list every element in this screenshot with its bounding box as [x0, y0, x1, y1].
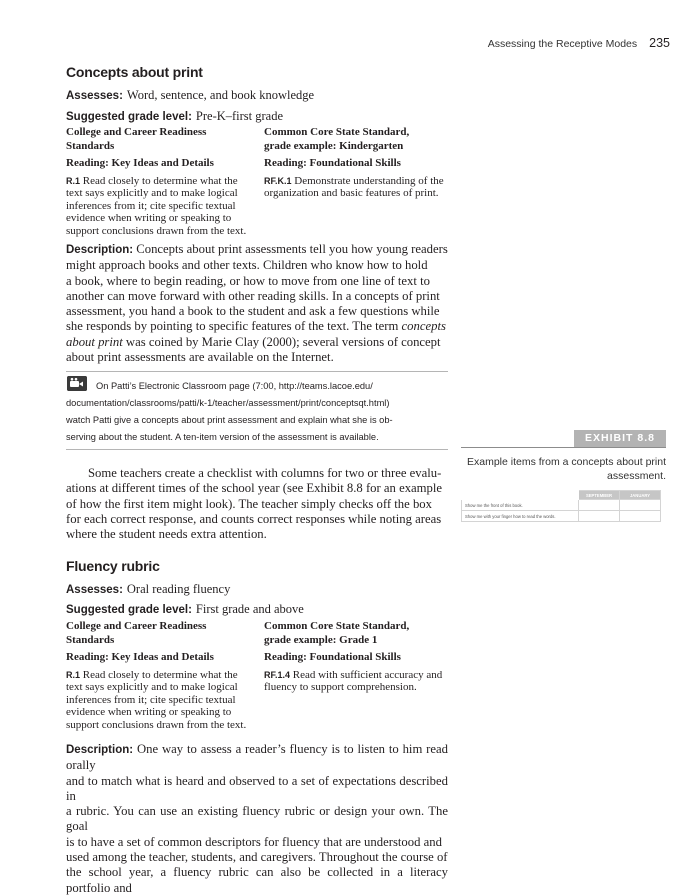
- note-top-rule: [66, 371, 448, 372]
- exhibit-tag: EXHIBIT 8.8: [574, 430, 666, 447]
- standard-line: organization and basic features of print.: [264, 187, 439, 199]
- description-line: about print assessments are available on the Internet.: [66, 350, 334, 365]
- exhibit-col-header: JANUARY: [620, 491, 661, 500]
- standard-subheading: Reading: Key Ideas and Details: [66, 157, 214, 169]
- standard-heading: Standards: [66, 633, 115, 646]
- standard-code: RF.K.1: [264, 175, 292, 186]
- concepts-grade: [66, 107, 283, 125]
- fluency-description: [66, 742, 448, 896]
- assesses-value: Oral reading fluency: [126, 582, 231, 596]
- standard-line: fluency to support comprehension.: [264, 681, 417, 693]
- standard-heading: grade example: Kindergarten: [264, 139, 404, 152]
- exhibit-table-header: [462, 491, 661, 500]
- standard-line: support conclusions drawn from the text.: [66, 718, 247, 731]
- description-line: and to match what is heard and observed to a set of expectations described in: [66, 773, 448, 803]
- standard-code: R.1: [66, 669, 81, 680]
- page-number: 235: [649, 36, 670, 50]
- assesses-label: Assesses:: [66, 90, 123, 102]
- standard-line: text says explicitly and to make logical: [66, 187, 238, 199]
- section-title-fluency: Fluency rubric: [66, 558, 160, 574]
- standard-text: [264, 175, 454, 200]
- description-line: used among the teacher, students, and caregivers. Throughout the course of: [66, 850, 448, 865]
- exhibit-check-cell: [620, 500, 661, 511]
- grade-label: Suggested grade level:: [66, 604, 192, 616]
- standard-line: Demonstrate understanding of the: [294, 174, 444, 187]
- assesses-label: Assesses:: [66, 584, 123, 596]
- exhibit-rule: [461, 447, 666, 448]
- concepts-assesses: [66, 86, 314, 104]
- standard-heading: College and Career Readiness: [66, 620, 207, 632]
- grade-value: Pre-K–first grade: [195, 109, 284, 123]
- description-line: is to have a set of common descriptors for fluency that are understood and: [66, 834, 442, 849]
- description-italic: concepts: [401, 319, 446, 334]
- fluency-assesses: [66, 580, 230, 598]
- paragraph-line: where the student needs extra attention.: [66, 527, 267, 542]
- fluency-right-standard: [264, 620, 454, 694]
- standard-code: R.1: [66, 175, 81, 186]
- standard-line: evidence when writing or speaking to: [66, 212, 232, 224]
- description-label: Description:: [66, 244, 134, 256]
- grade-label: Suggested grade level:: [66, 111, 192, 123]
- running-title: Assessing the Receptive Modes: [487, 38, 638, 50]
- note-line: documentation/classrooms/patti/k-1/teacher/assessment/print/conceptsqt.html): [66, 398, 390, 408]
- description-line: might approach books and other texts. Children who know how to hold: [66, 258, 428, 273]
- exhibit-check-cell: [579, 511, 620, 522]
- description-line: was coined by Marie Clay (2000); several versions of concept: [125, 334, 441, 349]
- description-line: a rubric. You can use an existing fluency rubric or design your own. The goal: [66, 804, 448, 834]
- standard-line: support conclusions drawn from the text.: [66, 224, 247, 237]
- checklist-paragraph: [66, 466, 448, 542]
- standard-heading: Common Core State Standard,: [264, 620, 410, 632]
- section-title-concepts: Concepts about print: [66, 64, 203, 80]
- standard-text: [264, 669, 454, 694]
- exhibit-col-header: SEPTEMBER: [579, 491, 620, 500]
- description-line: Concepts about print assessments tell you how young readers: [136, 242, 448, 256]
- exhibit-row-label: Show me with your finger how to read the words.: [462, 511, 579, 522]
- note-line: watch Patti give a concepts about print assessment and explain what she is ob-: [66, 415, 393, 425]
- standard-line: inferences from it; cite specific textual: [66, 199, 236, 212]
- paragraph-line: Some teachers create a checklist with columns for two or three evalu-: [88, 466, 442, 480]
- note-line: On Patti’s Electronic Classroom page (7:00, http://teams.lacoe.edu/: [96, 381, 373, 391]
- fluency-left-standard: [66, 620, 256, 731]
- running-head: [440, 36, 670, 50]
- concepts-description: [66, 242, 448, 365]
- standard-line: evidence when writing or speaking to: [66, 706, 232, 718]
- standard-line: inferences from it; cite specific textual: [66, 693, 236, 706]
- exhibit-caption-line: assessment.: [607, 470, 666, 482]
- assesses-value: Word, sentence, and book knowledge: [126, 88, 315, 102]
- exhibit-table: [461, 490, 661, 522]
- exhibit-blank-header: [462, 491, 579, 500]
- exhibit-caption-line: Example items from a concepts about print: [466, 456, 666, 468]
- exhibit-caption: [461, 455, 666, 483]
- standard-heading: Standards: [66, 139, 115, 152]
- standard-text: [66, 669, 256, 732]
- note-bottom-rule: [66, 449, 448, 450]
- description-line: another can move forward with other reading skills. In a concepts of print: [66, 288, 440, 303]
- standard-heading: College and Career Readiness: [66, 126, 207, 138]
- note-line: serving about the student. A ten-item version of the assessment is available.: [66, 432, 379, 442]
- standard-line: Read with sufficient accuracy and: [292, 668, 443, 681]
- paragraph-line: for each correct response, and counts correct responses while noting areas: [66, 511, 442, 526]
- standard-subheading: Reading: Foundational Skills: [264, 651, 401, 663]
- description-label: Description:: [66, 744, 134, 756]
- standard-subheading: Reading: Key Ideas and Details: [66, 651, 214, 663]
- exhibit-check-cell: [620, 511, 661, 522]
- description-line: a book, where to begin reading, or how to move from one line of text to: [66, 273, 430, 288]
- standard-heading: Common Core State Standard,: [264, 126, 410, 138]
- standard-subheading: Reading: Foundational Skills: [264, 157, 401, 169]
- standard-code: RF.1.4: [264, 669, 291, 680]
- exhibit-row: [462, 500, 661, 511]
- description-line: the school year, a fluency rubric can also be collected in a literacy portfolio and: [66, 865, 448, 895]
- description-line: One way to assess a reader’s fluency is to listen to him read orally: [66, 742, 449, 773]
- standard-line: text says explicitly and to make logical: [66, 681, 238, 693]
- description-line: she responds by pointing to specific features of the text. The term: [66, 319, 399, 334]
- standard-heading: grade example: Grade 1: [264, 633, 378, 646]
- standard-line: Read closely to determine what the: [82, 668, 238, 681]
- paragraph-line: ations at different times of the school year (see Exhibit 8.8 for an example: [66, 481, 443, 496]
- concepts-left-standard: [66, 126, 256, 237]
- standard-line: Read closely to determine what the: [82, 174, 238, 187]
- concepts-right-standard: [264, 126, 454, 200]
- exhibit-check-cell: [579, 500, 620, 511]
- exhibit-row: [462, 511, 661, 522]
- exhibit-row-label: Show me the front of this book.: [462, 500, 579, 511]
- paragraph-line: of how the first item might look). The teacher simply checks off the box: [66, 496, 432, 511]
- description-line: assessment, you hand a book to the student and ask a few questions while: [66, 304, 440, 319]
- grade-value: First grade and above: [195, 602, 304, 616]
- video-note: [66, 378, 450, 446]
- standard-text: [66, 175, 256, 238]
- fluency-grade: [66, 600, 304, 618]
- description-italic: about print: [66, 334, 123, 349]
